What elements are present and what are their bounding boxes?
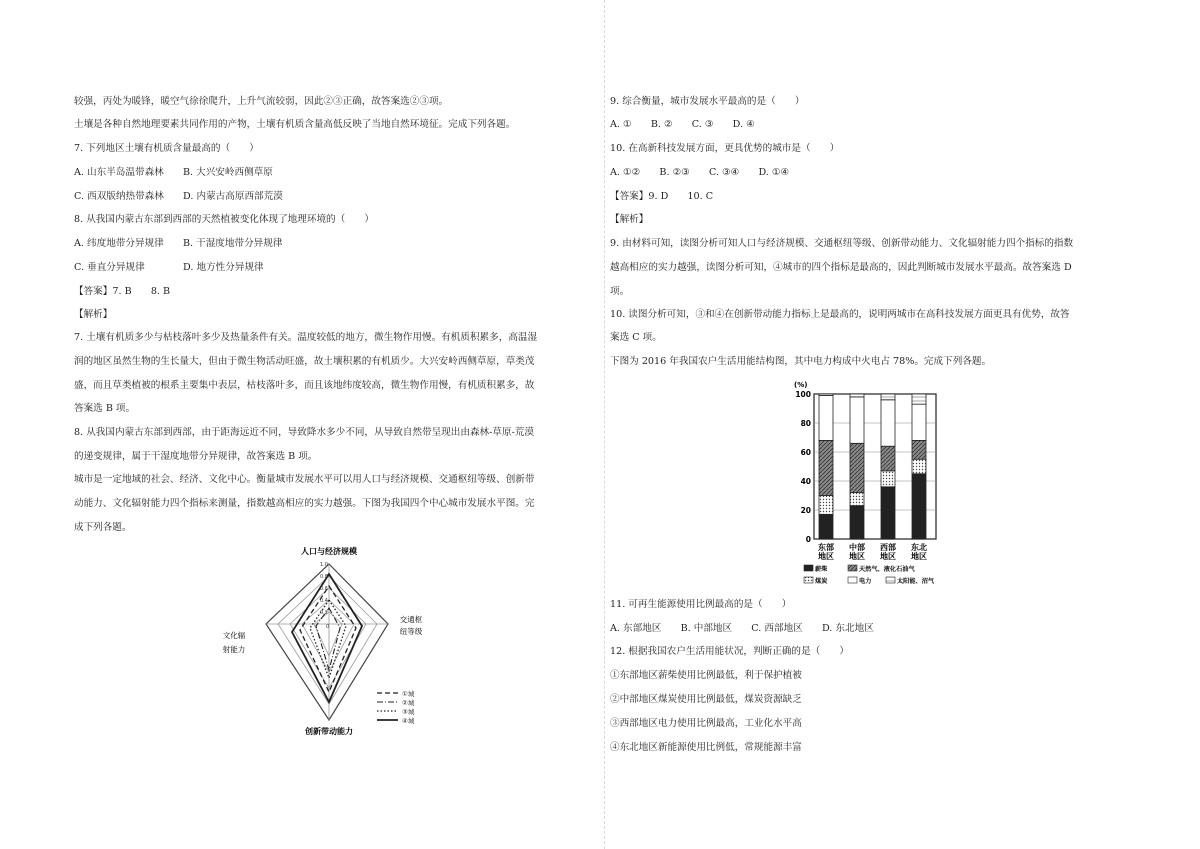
text-line: ②中部地区煤炭使用比例最低，煤炭资源缺乏 <box>610 694 802 705</box>
y-tick-label: 100 <box>795 390 811 399</box>
text-line: 答案选 B 项。 <box>74 403 136 414</box>
text-line: 较强，丙处为暖锋，暖空气徐徐爬升，上升气流较弱，因此②③正确，故答案选②③项。 <box>74 96 449 107</box>
text-line: 9. 综合衡量，城市发展水平最高的是（ ） <box>610 96 805 107</box>
bar-segment <box>819 514 833 539</box>
radar-axis-right-2: 纽等级 <box>399 627 423 636</box>
legend-label: 薪柴 <box>815 566 828 573</box>
text-line: 成下列各题。 <box>74 522 132 533</box>
text-line: 的递变规律，属于干湿度地带分异规律，故答案选 B 项。 <box>74 451 318 462</box>
bar-segment <box>850 394 864 397</box>
chart-yticks <box>795 390 811 544</box>
y-tick-label: 40 <box>800 477 811 486</box>
legend-label: ①城 <box>402 690 415 698</box>
text-line: A. 山东半岛温带森林 B. 大兴安岭西侧草原 <box>74 167 273 178</box>
text-line: 动能力、文化辐射能力四个指标来测量，指数越高相应的实力越强。下图为我国四个中心城市发展水平图。完 <box>74 498 535 509</box>
bar-segment <box>881 446 895 471</box>
legend-swatch <box>804 565 813 571</box>
radar-tick: 0.2 <box>320 610 328 616</box>
radar-tick-labels <box>320 562 329 630</box>
bar-segment <box>881 394 895 400</box>
legend-label: 煤炭 <box>815 578 828 585</box>
bar-segment <box>850 493 864 506</box>
x-category-label: 中部 <box>849 543 865 552</box>
text-line: A. ①② B. ②③ C. ③④ D. ①④ <box>610 167 790 178</box>
energy-bar-chart-figure <box>786 375 946 590</box>
radar-tick: 0.4 <box>320 598 328 604</box>
text-line: 润的地区虽然生物的生长量大，但由于微生物活动旺盛，故土壤积累的有机质少。大兴安岭西侧草原，草类茂 <box>74 356 535 367</box>
x-category-label: 西部 <box>880 543 896 552</box>
bar-segment <box>819 395 833 440</box>
text-line: ④东北地区新能源使用比例低，常规能源丰富 <box>610 742 802 753</box>
legend-label: ④城 <box>402 717 415 725</box>
text-line: 盛，而且草类植被的根系主要集中表层，枯枝落叶多，而且该地纬度较高，微生物作用慢，有机质积累多，故 <box>74 380 535 391</box>
text-line: 10. 读图分析可知，③和④在创新带动能力指标上是最高的，说明两城市在高科技发展方面更具有优势，故答 <box>610 309 1070 320</box>
column-divider <box>604 0 605 849</box>
radar-axis-left-1: 文化辐 <box>222 631 246 640</box>
radar-axis-top: 人口与经济规模 <box>301 547 357 556</box>
text-line: ③西部地区电力使用比例最高，工业化水平高 <box>610 718 802 729</box>
radar-tick: 1.0 <box>320 562 328 568</box>
energy-bar-chart <box>786 375 946 590</box>
text-line: 8. 从我国内蒙古东部到西部的天然植被变化体现了地理环境的（ ） <box>74 214 375 225</box>
bar-segment <box>912 404 926 440</box>
bar-segment <box>819 496 833 515</box>
legend-label: 天然气、液化石油气 <box>859 566 915 573</box>
x-category-label: 地区 <box>880 552 896 561</box>
bar-segment <box>912 394 926 404</box>
text-line: C. 垂直分异规律 D. 地方性分异规律 <box>74 262 264 273</box>
bar-segment <box>881 487 895 539</box>
text-line: 【答案】7. B 8. B <box>74 286 171 297</box>
text-line: 项。 <box>610 286 630 297</box>
legend-label: ②城 <box>402 699 415 707</box>
bar-segment <box>850 506 864 539</box>
bar-segment <box>819 440 833 495</box>
text-line: 9. 由材料可知，读图分析可知人口与经济规模、交通枢纽等级、创新带动能力、文化辐射能力四个指标的指数 <box>610 238 1074 249</box>
bar-segment <box>850 443 864 492</box>
text-line: 【解析】 <box>610 214 649 225</box>
text-line: 案选 C 项。 <box>610 332 662 343</box>
radar-axis-right-1: 交通枢 <box>399 615 423 624</box>
text-line: A. 东部地区 B. 中部地区 C. 西部地区 D. 东北地区 <box>610 623 874 634</box>
bar-segment <box>819 394 833 395</box>
radar-legend <box>377 689 415 725</box>
radar-chart <box>214 542 464 742</box>
radar-axis-bottom: 创新带动能力 <box>305 727 353 736</box>
y-tick-label: 20 <box>800 506 811 515</box>
bar-segment <box>912 459 926 474</box>
legend-swatch <box>804 577 813 583</box>
text-line: 土壤是各种自然地理要素共同作用的产物，土壤有机质含量高低反映了当地自然环境征。完成下列各题。 <box>74 119 516 130</box>
radar-tick: 0.6 <box>320 586 328 592</box>
text-line: 8. 从我国内蒙古东部到西部，由于距海远近不同，导致降水多少不同，从导致自然带呈现出由森林-草原-荒漠 <box>74 427 534 438</box>
chart-ylabel: (%) <box>794 381 808 389</box>
text-line: 12. 根据我国农户生活用能状况，判断正确的是（ ） <box>610 646 849 657</box>
text-line: 【答案】9. D 10. C <box>610 191 714 202</box>
x-category-label: 东部 <box>818 543 834 552</box>
legend-label: 电力 <box>859 578 872 585</box>
bar-segment <box>881 471 895 487</box>
text-line: 11. 可再生能源使用比例最高的是（ ） <box>610 599 792 610</box>
bar-segment <box>912 474 926 539</box>
x-category-label: 东北 <box>911 543 927 552</box>
text-line: A. ① B. ② C. ③ D. ④ <box>610 119 755 130</box>
chart-xlabels <box>818 542 927 561</box>
y-tick-label: 80 <box>800 419 811 428</box>
legend-swatch <box>886 577 895 583</box>
text-line: 城市是一定地域的社会、经济、文化中心。衡量城市发展水平可以用人口与经济规模、交通枢纽等级、创新带 <box>74 474 535 485</box>
bar-segment <box>850 397 864 443</box>
legend-label: 太阳能、沼气 <box>897 578 935 585</box>
text-line: 越高相应的实力越强，读图分析可知，④城市的四个指标是最高的，因此判断城市发展水平最高。故答案选 D <box>610 262 1072 273</box>
y-tick-label: 60 <box>800 448 811 457</box>
text-line: 10. 在高新科技发展方面，更具优势的城市是（ ） <box>610 143 840 154</box>
text-line: 7. 土壤有机质多少与枯枝落叶多少及热量条件有关。温度较低的地方，微生物作用慢。有机质积累多，高温湿 <box>74 332 538 343</box>
legend-swatch <box>848 577 857 583</box>
bar-segment <box>912 440 926 459</box>
y-tick-label: 0 <box>805 535 811 544</box>
text-line: 7. 下列地区土壤有机质含量最高的（ ） <box>74 143 259 154</box>
text-line: 【解析】 <box>74 309 113 320</box>
text-line: 下图为 2016 年我国农户生活用能结构图，其中电力构成中火电占 78%。完成下列各题。 <box>610 356 992 367</box>
text-line: ①东部地区薪柴使用比例最低，利于保护植被 <box>610 670 802 681</box>
radar-axis-left-2: 射能力 <box>222 645 246 654</box>
legend-swatch <box>848 565 857 571</box>
radar-tick: 0.8 <box>320 574 328 580</box>
bar-segment <box>881 400 895 446</box>
series-city-2 <box>316 608 340 670</box>
x-category-label: 地区 <box>911 552 927 561</box>
legend-label: ③城 <box>402 708 415 716</box>
chart-legend <box>804 565 935 585</box>
radar-chart-figure <box>214 542 464 742</box>
radar-tick: 0 <box>326 624 330 630</box>
x-category-label: 地区 <box>818 552 834 561</box>
text-line: C. 西双版纳热带森林 D. 内蒙古高原西部荒漠 <box>74 191 283 202</box>
x-category-label: 地区 <box>849 552 865 561</box>
text-line: A. 纬度地带分异规律 B. 干湿度地带分异规律 <box>74 238 283 249</box>
